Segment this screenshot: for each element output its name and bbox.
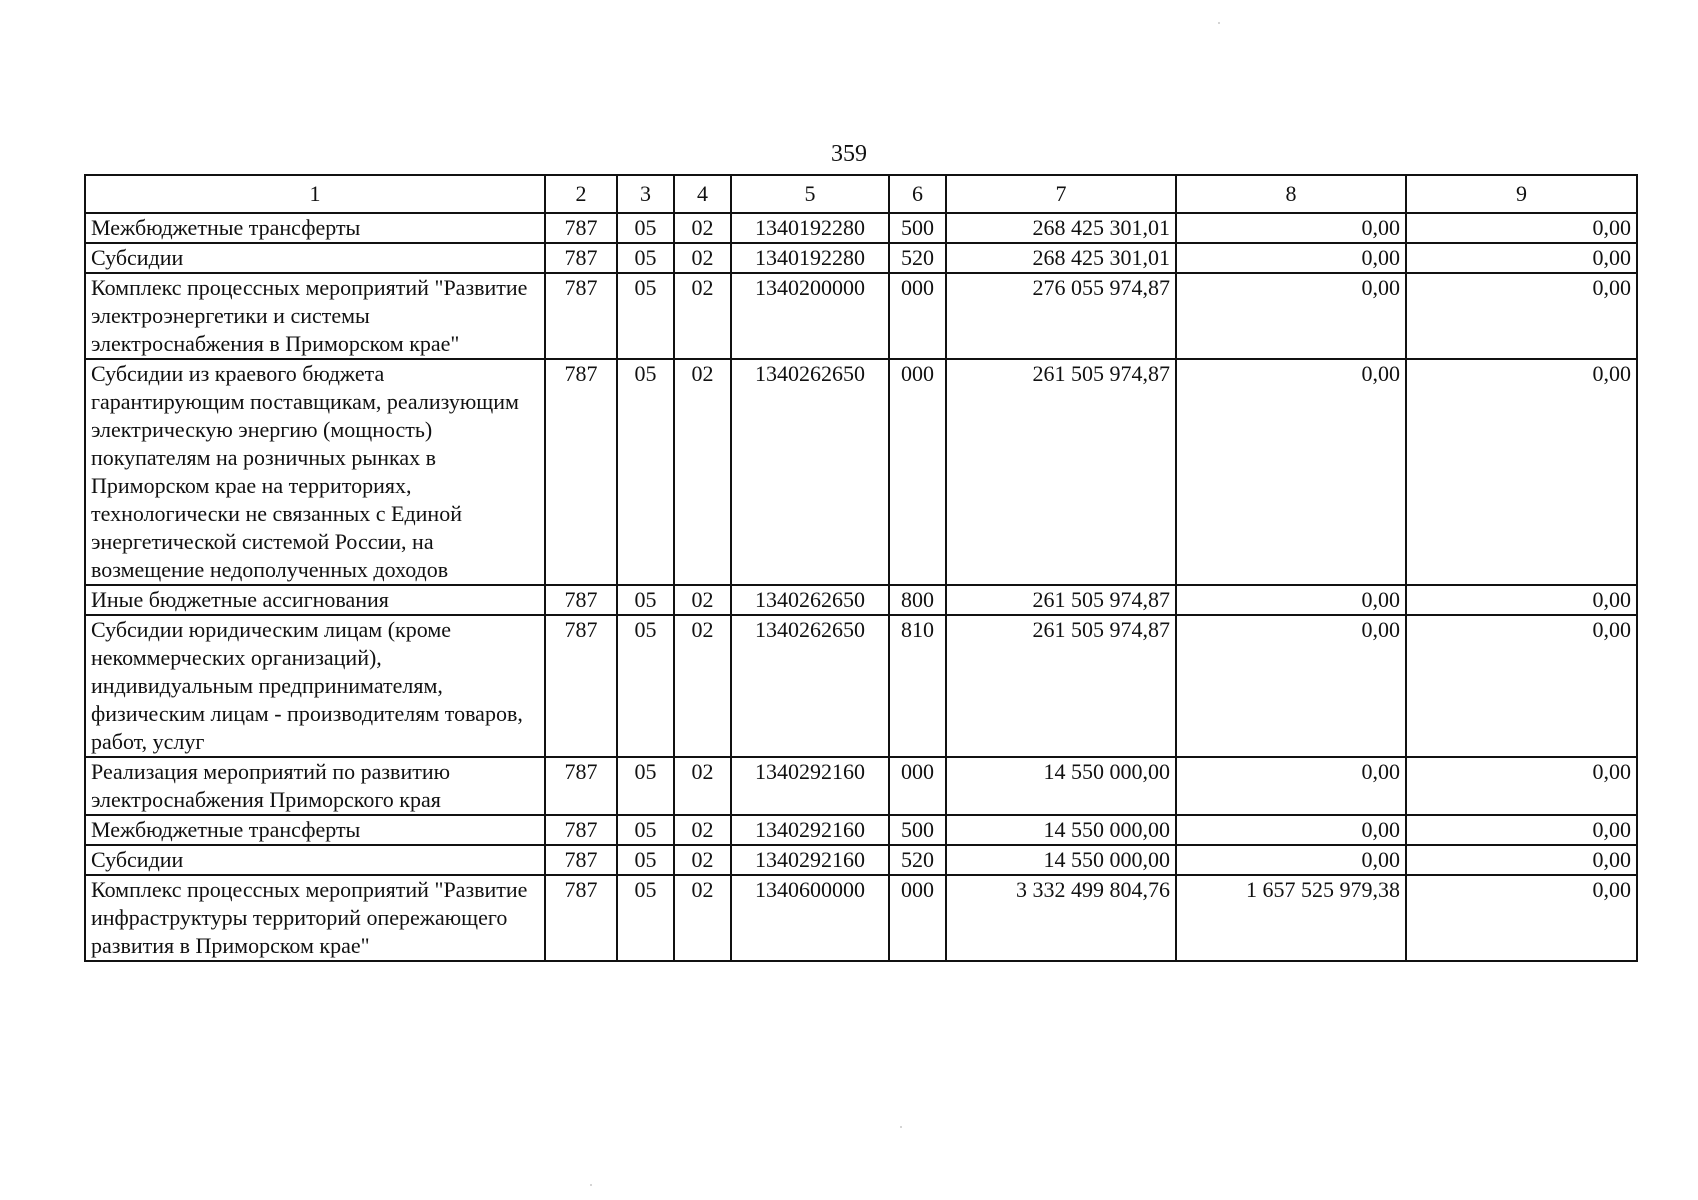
- cell-target-article: 1340292160: [731, 815, 889, 845]
- table-body: [85, 213, 1637, 961]
- cell-target-article: 1340262650: [731, 615, 889, 757]
- cell-amount-col8: 0,00: [1176, 757, 1406, 815]
- cell-subsection: 02: [674, 243, 731, 273]
- cell-subsection: 02: [674, 585, 731, 615]
- cell-expense-type: 800: [889, 585, 946, 615]
- cell-section: 05: [617, 359, 674, 585]
- cell-expense-type: 000: [889, 757, 946, 815]
- cell-section: 05: [617, 875, 674, 961]
- cell-name: Субсидии из краевого бюджета гарантирующим поставщикам, реализующим электрическую энергию (мощность) покупателям на розничных рынках в Приморском крае на территориях, технологически не связанных с Единой энергетической системой России, на возмещение недополученных доходов: [85, 359, 545, 585]
- cell-amount-col8: 1 657 525 979,38: [1176, 875, 1406, 961]
- cell-amount-col9: 0,00: [1406, 875, 1637, 961]
- cell-subsection: 02: [674, 213, 731, 243]
- scan-speck: [1218, 22, 1220, 24]
- cell-expense-type: 520: [889, 845, 946, 875]
- cell-ministry-code: 787: [545, 815, 617, 845]
- cell-amount-col8: 0,00: [1176, 615, 1406, 757]
- column-number: 7: [946, 175, 1176, 213]
- cell-name: Межбюджетные трансферты: [85, 815, 545, 845]
- column-number: 2: [545, 175, 617, 213]
- cell-amount-col8: 0,00: [1176, 815, 1406, 845]
- cell-section: 05: [617, 585, 674, 615]
- cell-amount-col7: 14 550 000,00: [946, 815, 1176, 845]
- column-number: 9: [1406, 175, 1637, 213]
- cell-expense-type: 000: [889, 273, 946, 359]
- cell-ministry-code: 787: [545, 757, 617, 815]
- cell-amount-col9: 0,00: [1406, 213, 1637, 243]
- cell-expense-type: 500: [889, 815, 946, 845]
- cell-amount-col9: 0,00: [1406, 757, 1637, 815]
- cell-expense-type: 810: [889, 615, 946, 757]
- cell-amount-col9: 0,00: [1406, 615, 1637, 757]
- budget-table: [84, 174, 1638, 962]
- cell-ministry-code: 787: [545, 845, 617, 875]
- cell-target-article: 1340292160: [731, 757, 889, 815]
- cell-amount-col7: 3 332 499 804,76: [946, 875, 1176, 961]
- cell-section: 05: [617, 815, 674, 845]
- cell-name: Комплекс процессных мероприятий "Развитие инфраструктуры территорий опережающего развития в Приморском крае": [85, 875, 545, 961]
- cell-amount-col7: 14 550 000,00: [946, 845, 1176, 875]
- cell-expense-type: 520: [889, 243, 946, 273]
- cell-name: Субсидии: [85, 845, 545, 875]
- table-row: [85, 243, 1637, 273]
- cell-section: 05: [617, 213, 674, 243]
- cell-amount-col9: 0,00: [1406, 585, 1637, 615]
- cell-expense-type: 500: [889, 213, 946, 243]
- column-number: 3: [617, 175, 674, 213]
- column-number: 4: [674, 175, 731, 213]
- cell-subsection: 02: [674, 875, 731, 961]
- cell-subsection: 02: [674, 845, 731, 875]
- table-row: [85, 845, 1637, 875]
- table-row: [85, 359, 1637, 585]
- cell-amount-col7: 261 505 974,87: [946, 359, 1176, 585]
- cell-subsection: 02: [674, 757, 731, 815]
- cell-amount-col7: 276 055 974,87: [946, 273, 1176, 359]
- cell-ministry-code: 787: [545, 615, 617, 757]
- column-number: 5: [731, 175, 889, 213]
- cell-name: Комплекс процессных мероприятий "Развитие электроэнергетики и системы электроснабжения в Приморском крае": [85, 273, 545, 359]
- cell-target-article: 1340292160: [731, 845, 889, 875]
- cell-amount-col9: 0,00: [1406, 845, 1637, 875]
- cell-target-article: 1340200000: [731, 273, 889, 359]
- cell-subsection: 02: [674, 273, 731, 359]
- cell-amount-col7: 261 505 974,87: [946, 615, 1176, 757]
- cell-name: Иные бюджетные ассигнования: [85, 585, 545, 615]
- cell-amount-col9: 0,00: [1406, 273, 1637, 359]
- cell-amount-col8: 0,00: [1176, 359, 1406, 585]
- cell-name: Межбюджетные трансферты: [85, 213, 545, 243]
- table-row: [85, 757, 1637, 815]
- cell-amount-col8: 0,00: [1176, 585, 1406, 615]
- cell-amount-col8: 0,00: [1176, 273, 1406, 359]
- table-row: [85, 585, 1637, 615]
- cell-target-article: 1340192280: [731, 213, 889, 243]
- cell-target-article: 1340600000: [731, 875, 889, 961]
- column-number: 1: [85, 175, 545, 213]
- cell-expense-type: 000: [889, 875, 946, 961]
- scan-speck: [900, 1126, 902, 1128]
- page-number: 359: [831, 141, 867, 167]
- cell-name: Реализация мероприятий по развитию электроснабжения Приморского края: [85, 757, 545, 815]
- cell-section: 05: [617, 845, 674, 875]
- cell-amount-col9: 0,00: [1406, 815, 1637, 845]
- cell-subsection: 02: [674, 615, 731, 757]
- cell-amount-col9: 0,00: [1406, 359, 1637, 585]
- cell-subsection: 02: [674, 815, 731, 845]
- cell-target-article: 1340262650: [731, 585, 889, 615]
- cell-target-article: 1340262650: [731, 359, 889, 585]
- cell-amount-col7: 268 425 301,01: [946, 213, 1176, 243]
- cell-target-article: 1340192280: [731, 243, 889, 273]
- cell-ministry-code: 787: [545, 875, 617, 961]
- table-row: [85, 615, 1637, 757]
- cell-section: 05: [617, 757, 674, 815]
- cell-amount-col8: 0,00: [1176, 243, 1406, 273]
- table-row: [85, 815, 1637, 845]
- column-number-row: [85, 175, 1637, 213]
- cell-name: Субсидии: [85, 243, 545, 273]
- cell-section: 05: [617, 273, 674, 359]
- cell-amount-col8: 0,00: [1176, 213, 1406, 243]
- cell-amount-col7: 268 425 301,01: [946, 243, 1176, 273]
- cell-subsection: 02: [674, 359, 731, 585]
- cell-ministry-code: 787: [545, 585, 617, 615]
- column-number: 6: [889, 175, 946, 213]
- cell-ministry-code: 787: [545, 359, 617, 585]
- cell-amount-col8: 0,00: [1176, 845, 1406, 875]
- cell-section: 05: [617, 243, 674, 273]
- cell-name: Субсидии юридическим лицам (кроме некоммерческих организаций), индивидуальным предпринимателям, физическим лицам - производителям товаров, работ, услуг: [85, 615, 545, 757]
- cell-section: 05: [617, 615, 674, 757]
- cell-expense-type: 000: [889, 359, 946, 585]
- cell-ministry-code: 787: [545, 243, 617, 273]
- table-row: [85, 273, 1637, 359]
- column-number: 8: [1176, 175, 1406, 213]
- cell-ministry-code: 787: [545, 213, 617, 243]
- table-row: [85, 213, 1637, 243]
- cell-amount-col9: 0,00: [1406, 243, 1637, 273]
- scan-speck: [590, 1184, 592, 1186]
- cell-amount-col7: 14 550 000,00: [946, 757, 1176, 815]
- table-row: [85, 875, 1637, 961]
- cell-ministry-code: 787: [545, 273, 617, 359]
- cell-amount-col7: 261 505 974,87: [946, 585, 1176, 615]
